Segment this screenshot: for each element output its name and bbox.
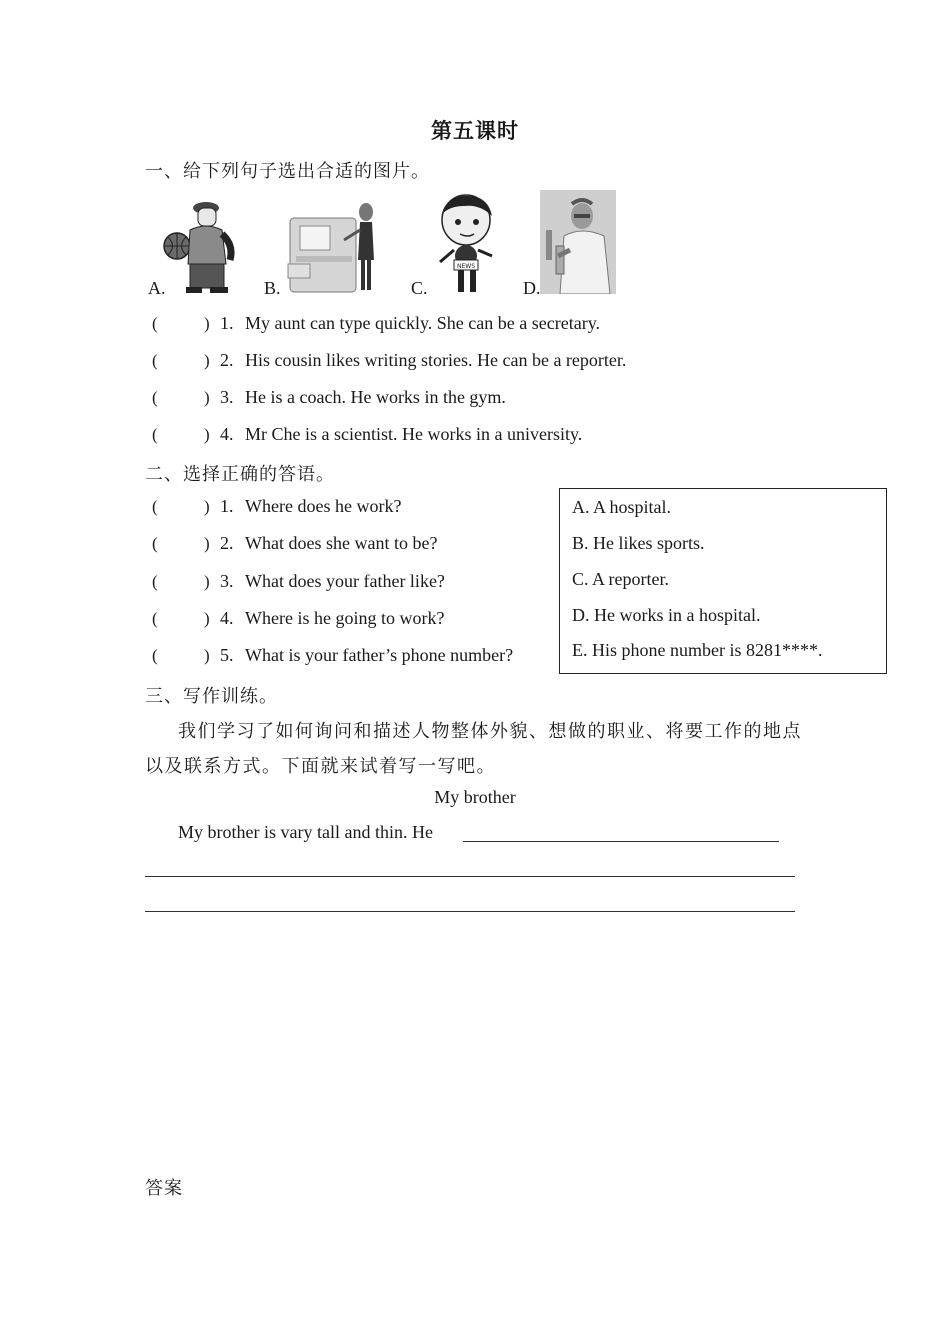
answer-blank-open: ( — [152, 534, 158, 553]
picture-a-letter: A. — [148, 278, 166, 298]
scientist-in-lab-icon — [540, 190, 616, 294]
answer-option-b: B. He likes sports. — [572, 533, 705, 553]
question-text: He is a coach. He works in the gym. — [245, 387, 506, 407]
writing-line[interactable] — [145, 876, 795, 877]
question-number: 4. — [220, 608, 234, 628]
answer-options-box — [559, 488, 887, 674]
question-text: What does she want to be? — [245, 533, 438, 553]
answer-blank-open: ( — [152, 425, 158, 444]
writing-line[interactable] — [463, 841, 779, 842]
answer-blank-open: ( — [152, 388, 158, 407]
question-number: 3. — [220, 571, 234, 591]
picture-b-letter: B. — [264, 278, 281, 298]
svg-text:NEWS: NEWS — [456, 263, 476, 270]
question-text: His cousin likes writing stories. He can be a reporter. — [245, 350, 627, 370]
answer-blank-open: ( — [152, 572, 158, 591]
coach-with-basketball-icon — [160, 190, 242, 294]
answer-option-e: E. His phone number is 8281****. — [572, 640, 823, 660]
answer-blank-open: ( — [152, 646, 158, 665]
answer-blank-close: ) — [204, 388, 210, 407]
question-text: Where does he work? — [245, 496, 402, 516]
picture-b — [286, 200, 382, 293]
question-number: 5. — [220, 645, 234, 665]
question-text: What does your father like? — [245, 571, 445, 591]
answer-blank-close: ) — [204, 534, 210, 553]
picture-d-letter: D. — [523, 278, 541, 298]
writing-line[interactable] — [145, 911, 795, 912]
section-2-heading: 二、选择正确的答语。 — [145, 464, 335, 485]
question-number: 2. — [220, 533, 234, 553]
question-number: 1. — [220, 313, 234, 333]
question-text: Mr Che is a scientist. He works in a university. — [245, 424, 583, 444]
question-number: 2. — [220, 350, 234, 370]
question-number: 1. — [220, 496, 234, 516]
secretary-at-copier-icon — [286, 200, 382, 293]
answer-blank-close: ) — [204, 351, 210, 370]
answer-blank-open: ( — [152, 609, 158, 628]
answer-option-c: C. A reporter. — [572, 569, 669, 589]
question-text: What is your father’s phone number? — [245, 645, 514, 665]
answer-option-d: D. He works in a hospital. — [572, 605, 761, 625]
picture-c-letter: C. — [411, 278, 428, 298]
answer-label: 答案 — [145, 1178, 183, 1199]
answer-blank-open: ( — [152, 351, 158, 370]
picture-d — [540, 190, 616, 294]
essay-title: My brother — [434, 787, 516, 807]
page-title: 第五课时 — [431, 119, 519, 143]
section-3-heading: 三、写作训练。 — [145, 686, 278, 707]
picture-a — [160, 190, 242, 294]
answer-blank-close: ) — [204, 425, 210, 444]
answer-option-a: A. A hospital. — [572, 497, 672, 517]
answer-blank-close: ) — [204, 609, 210, 628]
section-1-heading: 一、给下列句子选出合适的图片。 — [145, 161, 430, 182]
reporter-with-news-mic-icon — [430, 192, 506, 294]
question-text: My aunt can type quickly. She can be a secretary. — [245, 313, 601, 333]
answer-blank-open: ( — [152, 314, 158, 333]
essay-start: My brother is vary tall and thin. He — [178, 822, 433, 842]
question-number: 3. — [220, 387, 234, 407]
answer-blank-open: ( — [152, 497, 158, 516]
answer-blank-close: ) — [204, 497, 210, 516]
answer-blank-close: ) — [204, 572, 210, 591]
picture-c — [430, 192, 506, 294]
question-number: 4. — [220, 424, 234, 444]
question-text: Where is he going to work? — [245, 608, 445, 628]
instruction-line-2: 以及联系方式。下面就来试着写一写吧。 — [145, 756, 496, 777]
answer-blank-close: ) — [204, 314, 210, 333]
instruction-line-1: 我们学习了如何询问和描述人物整体外貌、想做的职业、将要工作的地点 — [178, 721, 802, 742]
answer-blank-close: ) — [204, 646, 210, 665]
